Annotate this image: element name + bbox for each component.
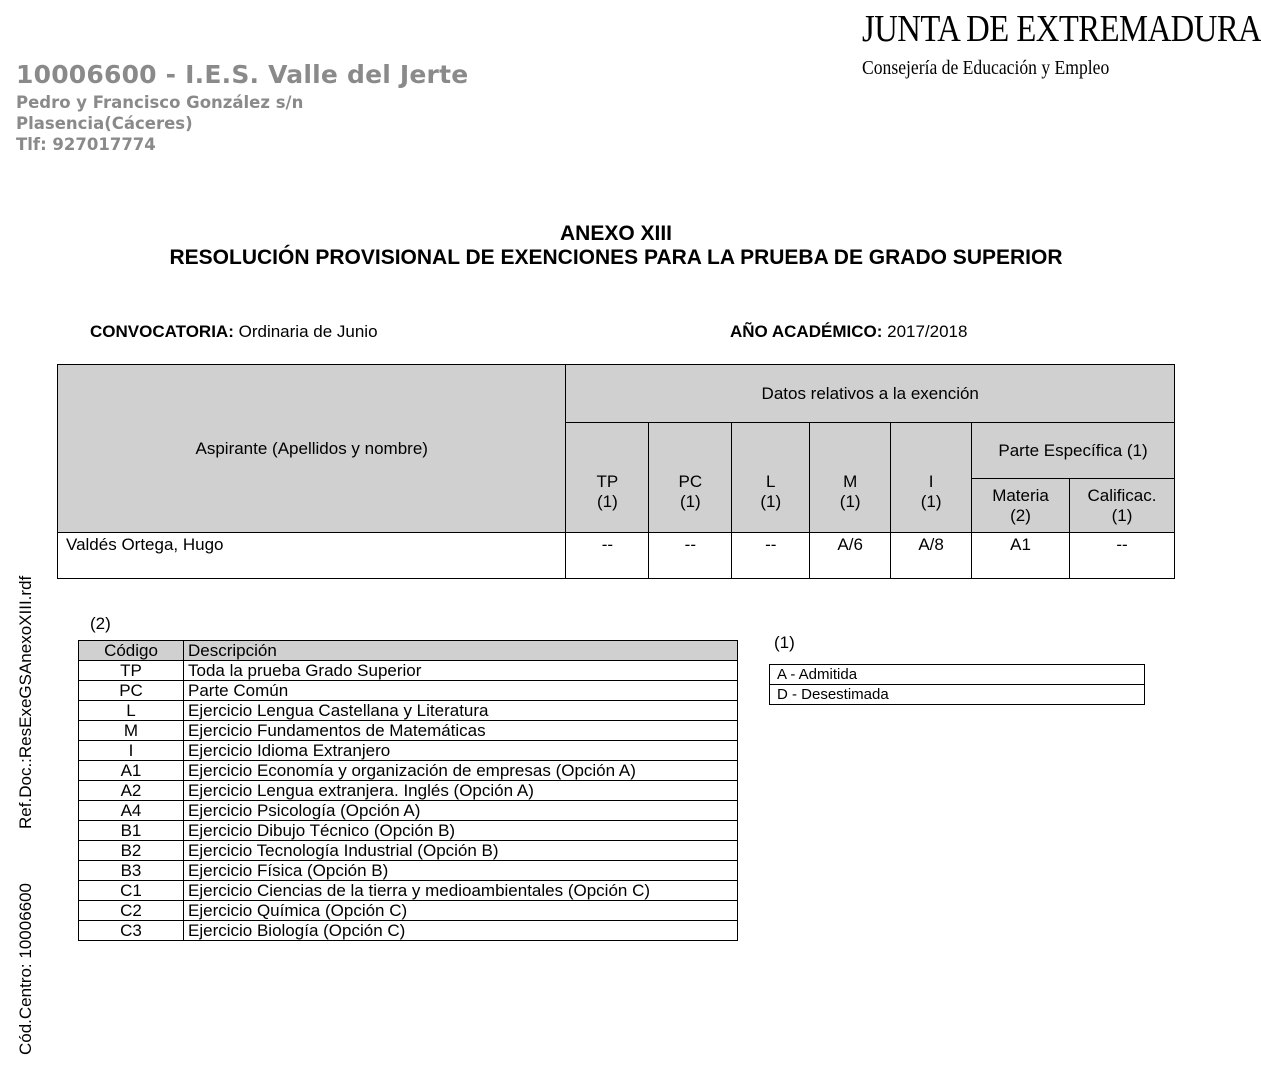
school-phone: Tlf: 927017774 (16, 135, 156, 154)
desc-cell: Ejercicio Física (Opción B) (184, 861, 738, 881)
col-m-header (810, 423, 891, 533)
legend-desestimada: D - Desestimada (770, 685, 1145, 705)
value-l: -- (732, 533, 810, 579)
value-i: A/8 (891, 533, 972, 579)
desc-cell: Toda la prueba Grado Superior (184, 661, 738, 681)
document-title: ANEXO XIII (559, 222, 673, 245)
value-materia: A1 (972, 533, 1070, 579)
logo-title: JUNTA DE EXTREMADURA (862, 8, 1261, 50)
desc-cell: Ejercicio Lengua Castellana y Literatura (184, 701, 738, 721)
value-pc: -- (649, 533, 732, 579)
col-l-code: L (766, 471, 776, 491)
col-l-header (732, 423, 810, 533)
value-m: A/6 (810, 533, 891, 579)
col-m-code: M (843, 471, 858, 491)
table-row (79, 781, 738, 801)
codes-note: (2) (90, 614, 111, 633)
desc-cell: Ejercicio Tecnología Industrial (Opción B) (184, 841, 738, 861)
code-cell: M (79, 721, 184, 741)
codes-table (78, 640, 738, 941)
col-i-note: (1) (920, 491, 942, 511)
table-row (58, 533, 1175, 579)
calific-note: (1) (1111, 505, 1133, 525)
table-row (79, 901, 738, 921)
school-info (16, 58, 468, 155)
desc-cell: Ejercicio Biología (Opción C) (184, 921, 738, 941)
col-l-note: (1) (760, 491, 782, 511)
calific-header (1070, 479, 1175, 533)
col-tp-note: (1) (597, 491, 618, 511)
desc-cell: Ejercicio Dibujo Técnico (Opción B) (184, 821, 738, 841)
table-row (79, 801, 738, 821)
table-row (79, 661, 738, 681)
code-cell: PC (79, 681, 184, 701)
materia-label: Materia (992, 485, 1049, 505)
junta-logo (862, 8, 1261, 80)
exemptions-table (57, 364, 1175, 579)
col-pc-code: PC (678, 471, 703, 491)
desc-cell: Parte Común (184, 681, 738, 701)
aspirante-name: Valdés Ortega, Hugo (58, 533, 566, 579)
legend-table (769, 664, 1145, 705)
code-cell: C3 (79, 921, 184, 941)
value-calific: -- (1070, 533, 1175, 579)
convocatoria-value: Ordinaria de Junio (238, 322, 378, 341)
logo-subtitle: Consejería de Educación y Empleo (862, 57, 1110, 79)
side-centro: Cód.Centro: 10006600 (16, 882, 35, 1055)
table-row (79, 761, 738, 781)
document-subtitle: RESOLUCIÓN PROVISIONAL DE EXENCIONES PARA LA PRUEBA DE GRADO SUPERIOR (169, 246, 1063, 269)
desc-cell: Ejercicio Lengua extranjera. Inglés (Opción A) (184, 781, 738, 801)
code-cell: I (79, 741, 184, 761)
table-row (79, 881, 738, 901)
code-cell: B1 (79, 821, 184, 841)
exencion-group-header: Datos relativos a la exención (566, 365, 1175, 423)
desc-cell: Ejercicio Psicología (Opción A) (184, 801, 738, 821)
list-item (770, 685, 1145, 705)
legend-admitida: A - Admitida (770, 665, 1145, 685)
value-tp: -- (566, 533, 649, 579)
table-row (79, 921, 738, 941)
code-cell: L (79, 701, 184, 721)
convocatoria (90, 322, 378, 342)
anio-academico (730, 322, 967, 342)
col-i-code: I (928, 471, 934, 491)
code-cell: A1 (79, 761, 184, 781)
col-pc-note: (1) (679, 491, 701, 511)
code-cell: C2 (79, 901, 184, 921)
desc-cell: Ejercicio Idioma Extranjero (184, 741, 738, 761)
col-m-note: (1) (839, 491, 861, 511)
table-row (79, 741, 738, 761)
anio-label: AÑO ACADÉMICO: (730, 322, 883, 341)
legend-note: (1) (774, 633, 795, 652)
school-name: 10006600 - I.E.S. Valle del Jerte (16, 60, 469, 89)
aspirante-header: Aspirante (Apellidos y nombre) (58, 365, 566, 533)
table-row (79, 681, 738, 701)
desc-cell: Ejercicio Ciencias de la tierra y medioambientales (Opción C) (184, 881, 738, 901)
materia-header (972, 479, 1070, 533)
table-row (79, 821, 738, 841)
table-row (79, 701, 738, 721)
col-tp-header (566, 423, 649, 533)
col-tp-code: TP (596, 471, 619, 491)
list-item (770, 665, 1145, 685)
table-row (79, 841, 738, 861)
code-cell: C1 (79, 881, 184, 901)
col-i-header (891, 423, 972, 533)
desc-cell: Ejercicio Economía y organización de empresas (Opción A) (184, 761, 738, 781)
desc-cell: Ejercicio Fundamentos de Matemáticas (184, 721, 738, 741)
code-cell: A4 (79, 801, 184, 821)
school-city: Plasencia(Cáceres) (16, 114, 193, 133)
code-cell: B3 (79, 861, 184, 881)
code-cell: A2 (79, 781, 184, 801)
anio-value: 2017/2018 (887, 322, 968, 341)
codes-header-code: Código (79, 641, 184, 661)
code-cell: TP (79, 661, 184, 681)
code-cell: B2 (79, 841, 184, 861)
table-row (79, 721, 738, 741)
school-address: Pedro y Francisco González s/n (16, 93, 304, 112)
table-row (79, 861, 738, 881)
calific-label: Calificac. (1087, 485, 1157, 505)
side-ref: Ref.Doc.:ResExeGSAnexoXIII.rdf (16, 575, 35, 829)
especifica-header: Parte Específica (1) (972, 423, 1175, 479)
col-pc-header (649, 423, 732, 533)
side-reference (16, 576, 36, 1055)
codes-header-desc: Descripción (184, 641, 738, 661)
desc-cell: Ejercicio Química (Opción C) (184, 901, 738, 921)
convocatoria-label: CONVOCATORIA: (90, 322, 234, 341)
materia-note: (2) (1010, 505, 1031, 525)
